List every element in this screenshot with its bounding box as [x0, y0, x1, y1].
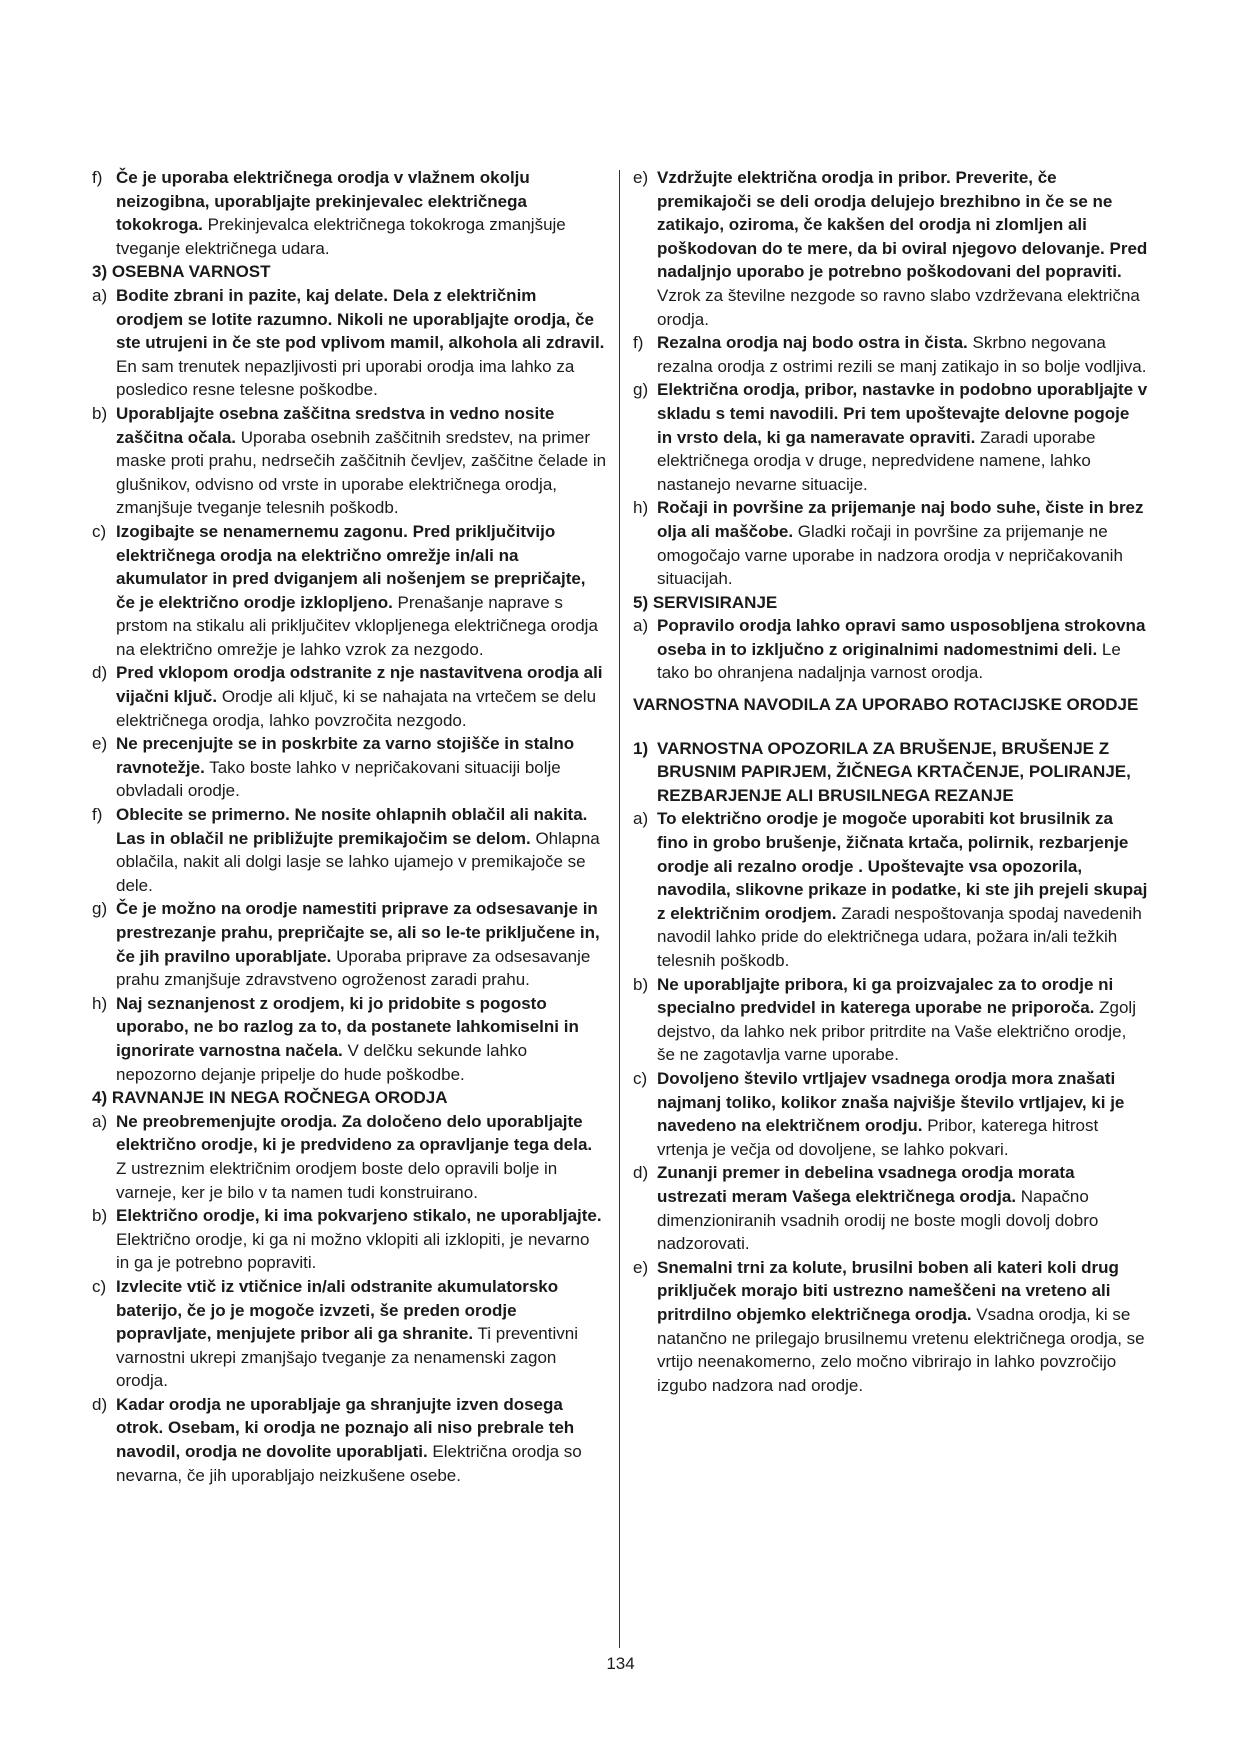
instruction-item	[633, 331, 1148, 378]
instruction-item	[92, 166, 607, 260]
item-marker: f)	[633, 333, 644, 353]
item-marker: d)	[633, 1163, 649, 1183]
item-heading: Oblecite se primerno. Ne nosite ohlapnih oblačil ali nakita. Las in oblačil ne približujte premikajočim se delom.	[116, 805, 588, 848]
item-heading: Popravilo orodja lahko opravi samo usposobljena strokovna oseba in to izključno z originalnimi nadomestnimi deli.	[657, 616, 1146, 659]
item-marker: d)	[92, 663, 108, 683]
item-heading: Električna orodja, pribor, nastavke in podobno uporabljajte v skladu s temi navodili. Pri tem upoštevajte delovne pogoje in vrsto dela, ki ga nameravate opraviti.	[657, 380, 1148, 447]
item-marker: e)	[633, 168, 649, 187]
item-heading: To električno orodje je mogoče uporabiti kot brusilnik za fino in grobo brušenje, žičnata krtača, polirnik, rezbarjenje orodje ali rezalno orodje . Upoštevajte vsa opozorila, navodila, slikovne prikaze in podatke, ki ste jih prejeli skupaj z električnim orodjem.	[657, 809, 1148, 923]
item-heading: Kadar orodja ne uporabljaje ga shranjujte izven dosega otrok. Osebam, ki orodja ne poznajo ali niso prebrale teh navodil, orodja ne dovolite uporabljati.	[116, 1394, 575, 1462]
instruction-item	[92, 520, 607, 662]
item-text: En sam trenutek nepazljivosti pri uporabi orodja ima lahko za posledico resne telesne poškodbe.	[116, 356, 575, 400]
instruction-item	[633, 973, 1148, 1067]
item-marker: a)	[633, 616, 649, 636]
instruction-item	[633, 166, 1148, 331]
item-heading: Če je možno na orodje namestiti priprave za odsesavanje in prestrezanje prahu, prepričajte se, ali so le-te priključene in, če jih pravilno uporabljate.	[116, 899, 600, 966]
section-heading: 4) RAVNANJE IN NEGA ROČNEGA ORODJA	[92, 1088, 448, 1108]
item-heading: Ročaji in površine za prijemanje naj bodo suhe, čiste in brez olja ali maščobe.	[657, 498, 1144, 541]
item-marker: a)	[633, 809, 649, 829]
item-text: Zgolj dejstvo, da lahko nek pribor pritrdite na Vaše električno orodje, še ne zagotavlja varne uporabe.	[657, 998, 1136, 1065]
instruction-item	[633, 1256, 1148, 1398]
instruction-item	[92, 661, 607, 732]
column-divider	[619, 170, 620, 1648]
section-heading: 3) OSEBNA VARNOST	[92, 262, 271, 282]
item-heading: Pred vklopom orodja odstranite z nje nastavitvena orodja ali vijačni ključ.	[116, 663, 603, 707]
item-text: Napačno dimenzioniranih vsadnih orodij ne boste mogli dovolj dobro nadzorovati.	[657, 1186, 1099, 1254]
item-text: Tako boste lahko v nepričakovani situaciji bolje obvladali orodje.	[116, 757, 561, 801]
item-marker: a)	[92, 285, 108, 305]
item-text: Prenašanje naprave s prstom na stikalu ali priključitev vklopljenega električnega orodja na električno omrežje je lahko vzrok za nezgodo.	[116, 592, 598, 659]
item-heading: Snemalni trni za kolute, brusilni boben ali kateri koli drug priključek morajo biti ustrezno nameščeni na vreteno ali pritrdilno objemko električnega orodja.	[657, 1257, 1119, 1324]
instruction-item	[633, 807, 1148, 972]
instruction-item	[633, 1067, 1148, 1161]
item-heading: Električno orodje, ki ima pokvarjeno stikalo, ne uporabljajte.	[116, 1206, 602, 1226]
instruction-item	[633, 614, 1148, 685]
item-marker: d)	[92, 1394, 108, 1414]
item-text: Le tako bo ohranjena nadaljnja varnost orodja.	[657, 639, 1121, 683]
item-text: Električna orodja so nevarna, če jih uporabljajo neizkušene osebe.	[116, 1442, 582, 1485]
item-marker: b)	[92, 403, 108, 423]
item-heading: Vzdržujte električna orodja in pribor. Preverite, če premikajoči se deli orodja delujejo brezhibno in če se ne zatikajo, oziroma, če kakšen del orodja ni zlomljen ali poškodovan do te mere, da bi oviral njegovo delovanje. Pred nadaljnjo uporabo je potrebno poškodovani del popraviti.	[657, 168, 1148, 282]
item-marker: b)	[633, 974, 649, 994]
item-heading: Izvlecite vtič iz vtičnice in/ali odstranite akumulatorsko baterijo, če jo je mogoče izvzeti, še preden orodje popravljate, menjujete pribor ali ga shranite.	[116, 1276, 559, 1344]
item-marker: c)	[92, 521, 107, 541]
item-heading: Rezalna orodja naj bodo ostra in čista.	[657, 333, 968, 353]
item-text: Orodje ali ključ, ki se nahajata na vrtečem se delu električnega orodja, lahko povzročita nezgodo.	[116, 687, 597, 730]
item-marker: c)	[92, 1276, 107, 1296]
item-text: Z ustreznim električnim orodjem boste delo opravili bolje in varneje, ker je bilo v ta namen tudi konstruirano.	[116, 1158, 558, 1202]
item-text: Vzrok za številne nezgode so ravno slabo vzdrževana električna orodja.	[657, 285, 1140, 329]
item-text: Zaradi nespoštovanja spodaj navedenih navodil lahko pride do električnega udara, požara in/ali težkih telesnih poškodb.	[657, 903, 1142, 970]
subsection-heading	[633, 737, 1148, 808]
subsection-marker: 1)	[633, 738, 649, 758]
instruction-item	[633, 496, 1148, 590]
item-marker: h)	[633, 498, 649, 518]
item-marker: e)	[92, 734, 108, 754]
item-heading: Ne uporabljajte pribora, ki ga proizvajalec za to orodje ni specialno predvidel in katerega uporabe ne priporoča.	[657, 974, 1114, 1018]
item-marker: c)	[633, 1068, 648, 1088]
right-column	[633, 166, 1148, 1397]
item-marker: g)	[633, 380, 649, 400]
item-heading: Uporabljajte osebna zaščitna sredstva in vedno nosite zaščitna očala.	[116, 403, 555, 447]
item-marker: h)	[92, 993, 108, 1013]
item-text: Gladki ročaji in površine za prijemanje ne omogočajo varne uporabe in nadzora orodja v nepričakovanih situacijah.	[657, 521, 1123, 589]
item-text: Uporaba osebnih zaščitnih sredstev, na primer maske proti prahu, nedrsečih zaščitnih čevljev, zaščitne čelade in glušnikov, odvisno od vrste in uporabe električnega orodja, zmanjšuje tveganje telesnih poškodb.	[116, 427, 607, 518]
instruction-item	[92, 402, 607, 520]
instruction-item	[92, 1110, 607, 1204]
item-heading: Ne preobremenjujte orodja. Za določeno delo uporabljajte električno orodje, ki je predvideno za opravljanje tega dela.	[116, 1111, 593, 1155]
instruction-item	[92, 1204, 607, 1275]
item-text: Uporaba priprave za odsesavanje prahu zmanjšuje zdravstveno ogroženost zaradi prahu.	[116, 946, 591, 990]
item-text: Skrbno negovana rezalna orodja z ostrimi rezili se manj zatikajo in so bolje vodljiva.	[657, 333, 1147, 376]
subsection-text: VARNOSTNA OPOZORILA ZA BRUŠENJE, BRUŠENJE Z BRUSNIM PAPIRJEM, ŽIČNEGA KRTAČENJE, POLIRANJE, REZBARJENJE ALI BRUSILNEGA REZANJE	[657, 738, 1131, 805]
instruction-item	[633, 1161, 1148, 1255]
left-column	[92, 166, 607, 1487]
item-heading: Bodite zbrani in pazite, kaj delate. Dela z električnim orodjem se lotite razumno. Nikoli ne uporabljajte orodja, če ste utrujeni in če ste pod vplivom mamil, alkohola ali zdravil.	[116, 285, 605, 353]
item-text: Prekinjevalca električnega tokokroga zmanjšuje tveganje električnega udara.	[116, 215, 566, 258]
item-text: Električno orodje, ki ga ni možno vklopiti ali izklopiti, je nevarno in ga je potrebno popraviti.	[116, 1229, 590, 1273]
item-marker: e)	[633, 1257, 649, 1277]
item-text: Vsadna orodja, ki se natančno ne prilegajo brusilnemu vretenu električnega orodja, se vrtijo neenakomerno, zelo močno vibrirajo in lahko povzročijo izgubo nadzora nad orodje.	[657, 1304, 1145, 1395]
item-marker: f)	[92, 168, 103, 187]
instruction-item	[92, 732, 607, 803]
item-heading: Zunanji premer in debelina vsadnega orodja morata ustrezati meram Vašega električnega orodja.	[657, 1163, 1075, 1206]
item-marker: a)	[92, 1111, 108, 1131]
instruction-item	[92, 803, 607, 897]
item-text: Ohlapna oblačila, nakit ali dolgi lasje se lahko ujamejo v premikajoče se dele.	[116, 828, 600, 895]
instruction-item	[92, 1275, 607, 1393]
item-heading: Ne precenjujte se in poskrbite za varno stojišče in stalno ravnotežje.	[116, 734, 575, 777]
item-text: V delčku sekunde lahko nepozorno dejanje pripelje do hude poškodbe.	[116, 1040, 528, 1084]
item-text: Zaradi uporabe električnega orodja v druge, nepredvidene namene, lahko nastanejo nevarne situacije.	[657, 427, 1096, 494]
page-number: 134	[606, 1654, 635, 1673]
item-text: Pribor, katerega hitrost vrtenja je večja od dovoljene, se lahko pokvari.	[657, 1116, 1099, 1159]
item-heading: Če je uporaba električnega orodja v vlažnem okolju neizogibna, uporabljajte prekinjevalec električnega tokokroga.	[116, 168, 530, 235]
instruction-item	[92, 1393, 607, 1487]
instruction-item	[92, 284, 607, 402]
item-heading: Naj seznanjenost z orodjem, ki jo pridobite s pogosto uporabo, ne bo razlog za to, da postanete lahkomiselni in ignorirate varnostna načela.	[116, 993, 579, 1060]
instruction-item	[633, 378, 1148, 496]
item-heading: Dovoljeno število vrtljajev vsadnega orodja mora znašati najmanj toliko, kolikor znaša najvišje število vrtljajev, ki je navedeno na električnem orodju.	[657, 1068, 1125, 1136]
item-text: Ti preventivni varnostni ukrepi zmanjšajo tveganje za nenamenski zagon orodja.	[116, 1324, 578, 1391]
item-marker: f)	[92, 805, 103, 825]
instruction-item	[92, 897, 607, 991]
item-marker: g)	[92, 899, 108, 919]
item-heading: Izogibajte se nenamernemu zagonu. Pred priključitvijo električnega orodja na električno omrežje in/ali na akumulator in pred dviganjem ali nošenjem se prepričajte, če je električno orodje izklopljeno.	[116, 521, 586, 612]
section-heading: 5) SERVISIRANJE	[633, 592, 778, 612]
chapter-title: VARNOSTNA NAVODILA ZA UPORABO ROTACIJSKE ORODJE	[633, 695, 1139, 715]
item-marker: b)	[92, 1206, 108, 1226]
instruction-item	[92, 992, 607, 1086]
